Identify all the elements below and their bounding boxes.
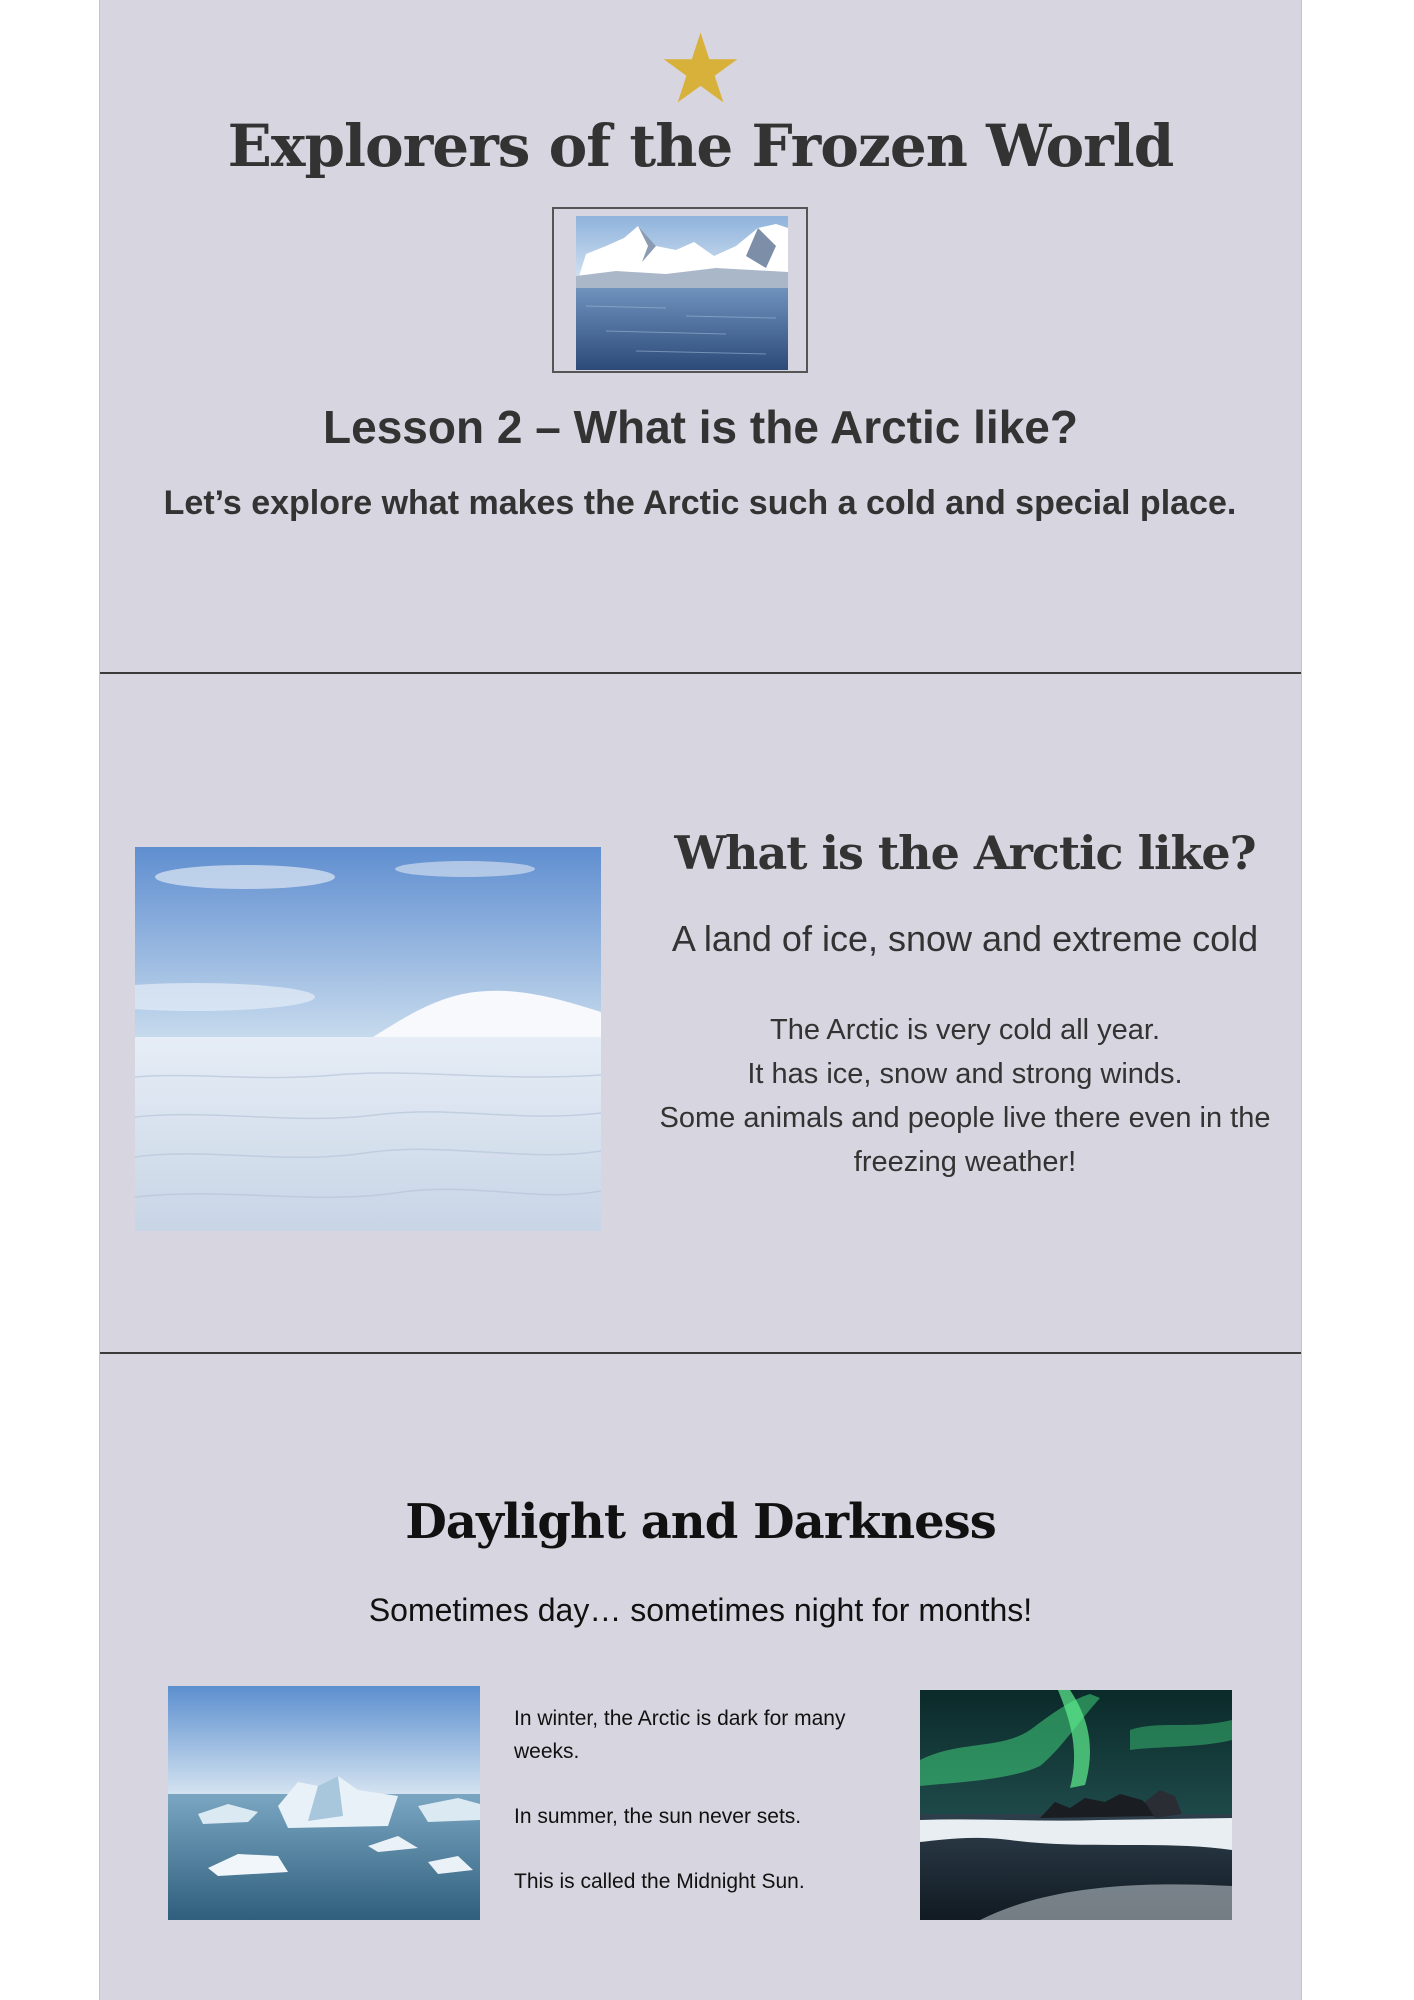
daylight-slide	[100, 1356, 1301, 2000]
aurora-photo	[920, 1690, 1232, 1920]
mountain-lake-photo	[576, 216, 788, 370]
daylight-text	[514, 1702, 894, 1930]
arctic-line: It has ice, snow and strong winds.	[747, 1058, 1183, 1090]
title-slide	[100, 0, 1301, 672]
snowy-landscape-photo	[135, 847, 601, 1231]
arctic-line: The Arctic is very cold all year.	[769, 1014, 1161, 1046]
daylight-heading: Daylight and Darkness	[405, 1494, 996, 1550]
page-title: Explorers of the Frozen World	[227, 112, 1174, 180]
daylight-paragraph: In summer, the sun never sets.	[514, 1805, 802, 1828]
star-icon: ★	[657, 16, 744, 123]
lesson-title: Lesson 2 – What is the Arctic like?	[323, 401, 1078, 453]
document-page	[99, 0, 1302, 2000]
lesson-subtitle: Let’s explore what makes the Arctic such a cold and special place.	[163, 484, 1237, 522]
arctic-line: Some animals and people live there even in the freezing weather!	[659, 1102, 1271, 1178]
daylight-subheading: Sometimes day… sometimes night for months!	[368, 1592, 1033, 1628]
mountain-photo-frame	[552, 207, 808, 373]
arctic-subheading: A land of ice, snow and extreme cold	[671, 918, 1259, 959]
arctic-heading: What is the Arctic like?	[674, 826, 1256, 880]
daylight-paragraph: This is called the Midnight Sun.	[514, 1870, 805, 1893]
slide-divider	[100, 1352, 1301, 1354]
icebergs-photo	[168, 1686, 480, 1920]
arctic-description	[640, 1008, 1290, 1184]
arctic-slide	[100, 676, 1301, 1352]
slide-divider	[100, 672, 1301, 674]
daylight-paragraph: In winter, the Arctic is dark for many weeks.	[514, 1707, 846, 1763]
